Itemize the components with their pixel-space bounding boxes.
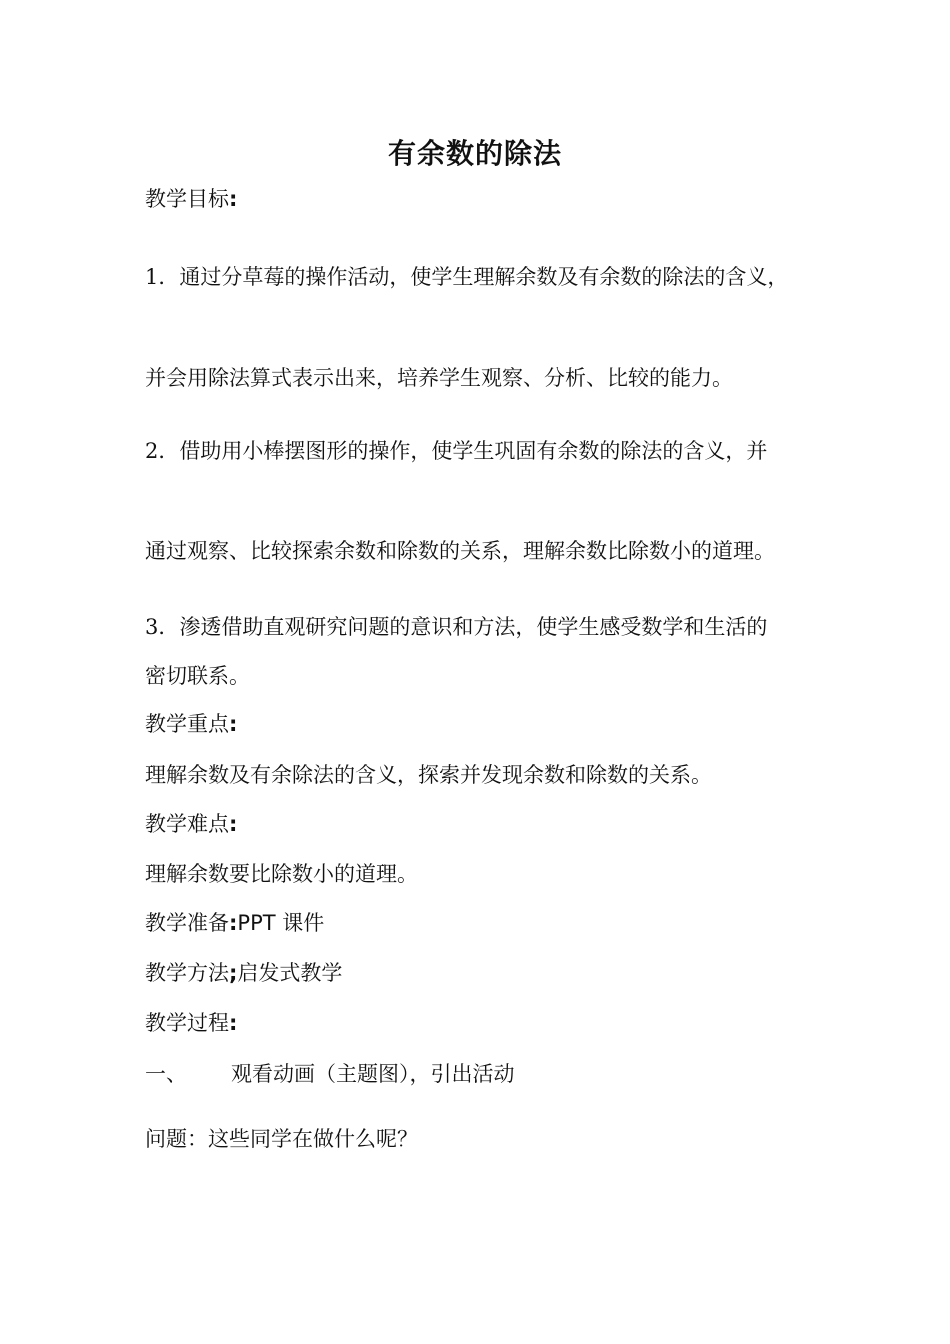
objective-2-line-1: 2．借助用小棒摆图形的操作，使学生巩固有余数的除法的含义，并 <box>145 439 768 463</box>
objectives-heading-label: 教学目标 <box>145 187 229 211</box>
objectives-heading-colon: : <box>229 187 238 211</box>
document-title: 有余数的除法 <box>387 137 562 170</box>
process-step-1-text: 观看动画（主题图），引出活动 <box>231 1062 515 1086</box>
objective-2-line-2: 通过观察、比较探索余数和除数的关系，理解余数比除数小的道理。 <box>145 539 775 563</box>
method-text: 启发式教学 <box>237 961 343 985</box>
process-step-1-number: 一、 <box>145 1062 187 1086</box>
key-point-text: 理解余数及有余除法的含义，探索并发现余数和除数的关系。 <box>145 763 712 787</box>
difficulty-text: 理解余数要比除数小的道理。 <box>145 862 418 886</box>
objectives-heading <box>145 184 237 214</box>
difficulty-heading-colon: : <box>229 812 238 836</box>
method-line <box>145 958 342 988</box>
method-heading-label: 教学方法 <box>145 961 229 985</box>
objective-1-line-2: 并会用除法算式表示出来，培养学生观察、分析、比较的能力。 <box>145 366 733 390</box>
process-heading-colon: : <box>229 1011 238 1035</box>
key-point-heading <box>145 709 237 739</box>
objective-1-line-1: 1．通过分草莓的操作活动，使学生理解余数及有余数的除法的含义， <box>145 265 789 289</box>
key-point-heading-label: 教学重点 <box>145 712 229 736</box>
process-question: 问题：这些同学在做什么呢？ <box>145 1127 418 1151</box>
preparation-heading-label: 教学准备 <box>145 911 229 935</box>
objective-3-line-2: 密切联系。 <box>145 664 250 688</box>
preparation-heading-colon: : <box>229 911 238 935</box>
difficulty-heading-label: 教学难点 <box>145 812 229 836</box>
method-heading-colon: ; <box>229 961 238 985</box>
preparation-line <box>145 908 324 938</box>
objective-3-line-1: 3．渗透借助直观研究问题的意识和方法，使学生感受数学和生活的 <box>145 615 768 639</box>
difficulty-heading <box>145 809 237 839</box>
key-point-heading-colon: : <box>229 712 238 736</box>
process-heading-label: 教学过程 <box>145 1011 229 1035</box>
process-step-1 <box>145 1059 515 1089</box>
process-heading <box>145 1008 237 1038</box>
preparation-text: PPT 课件 <box>237 911 325 935</box>
